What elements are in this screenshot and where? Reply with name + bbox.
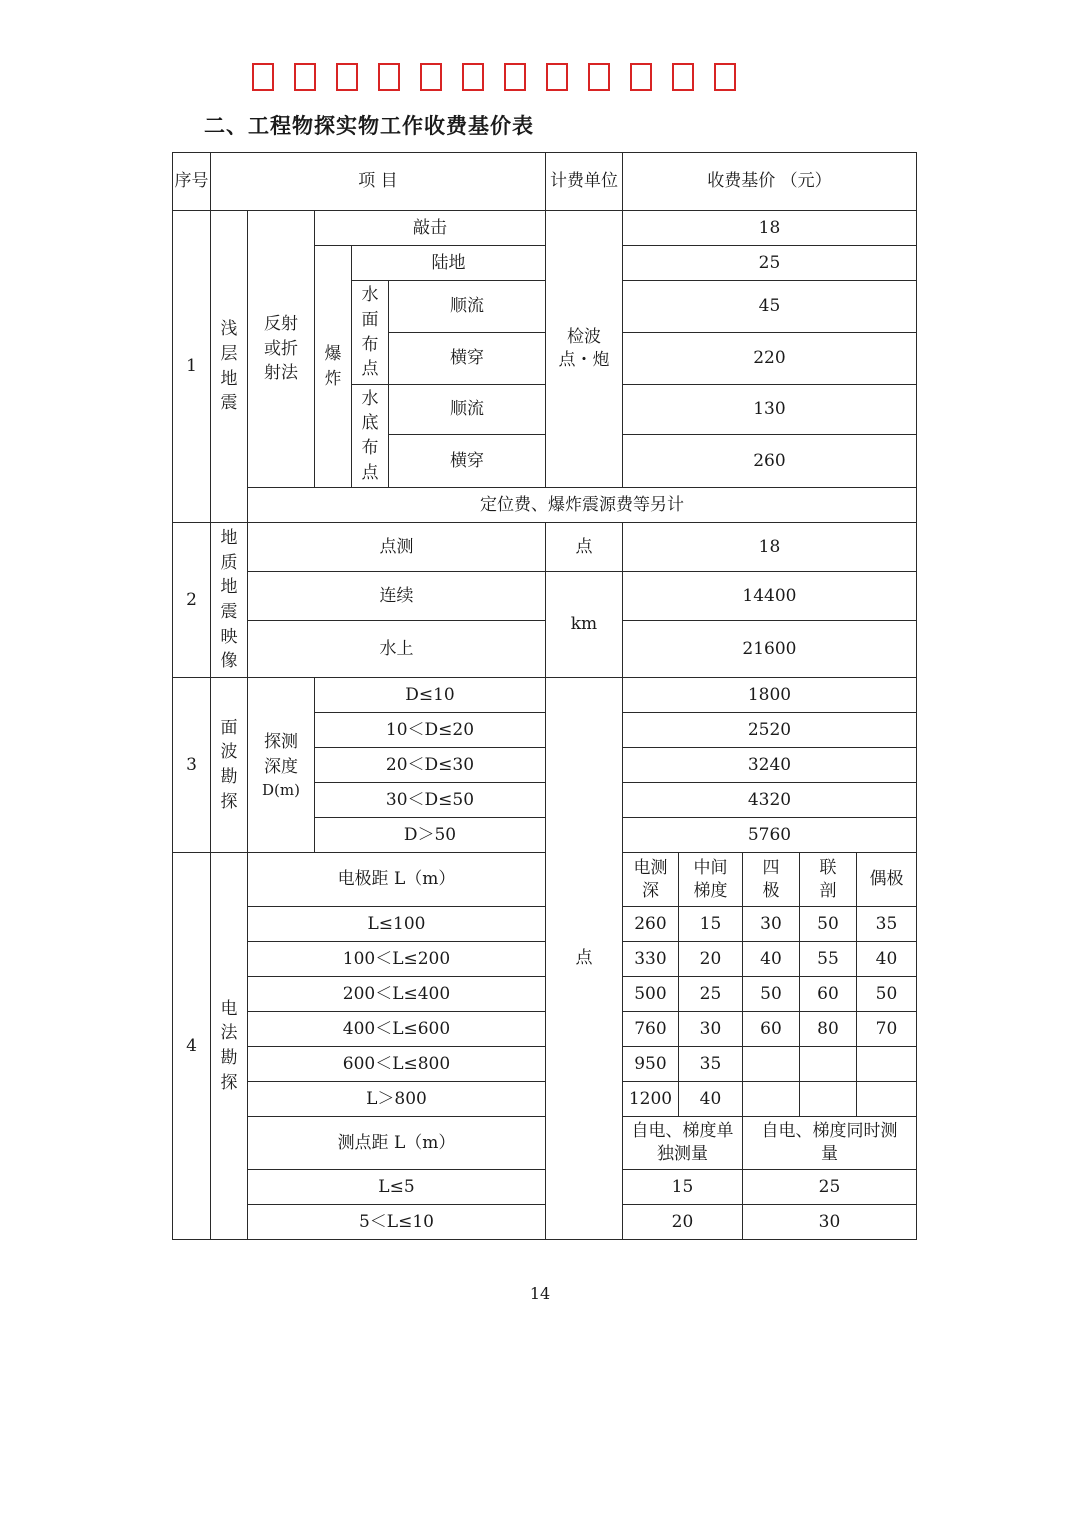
s4-value <box>742 1047 799 1082</box>
s4-value: 40 <box>856 942 916 977</box>
s4-value: 60 <box>742 1012 799 1047</box>
header-box <box>294 63 316 91</box>
s1-bottom-downstream: 顺流 <box>388 385 545 435</box>
header-boxes <box>252 63 736 91</box>
s4-range: 400＜L≤600 <box>248 1012 546 1047</box>
s3-price: 1800 <box>622 678 916 713</box>
s1-surface-cross-price: 220 <box>622 333 916 385</box>
s1-surface-down-price: 45 <box>622 281 916 333</box>
s3-depth-cell <box>248 678 315 853</box>
s2-label-continuous: 连续 <box>248 572 546 621</box>
s4-value <box>856 1047 916 1082</box>
header-box <box>714 63 736 91</box>
header-box <box>336 63 358 91</box>
s2-unit-km: km <box>545 572 622 678</box>
s1-land-price: 25 <box>622 246 916 281</box>
s1-blast: 爆炸 <box>314 246 351 488</box>
s4-value: 20 <box>678 942 742 977</box>
s3-price: 5760 <box>622 818 916 853</box>
s2-price-continuous: 14400 <box>622 572 916 621</box>
s4-value: 50 <box>742 977 799 1012</box>
s2-label-water: 水上 <box>248 621 546 678</box>
s4-value <box>856 1082 916 1117</box>
s4-value: 55 <box>799 942 856 977</box>
s1-name: 浅层地震 <box>211 211 248 523</box>
s4-value: 30 <box>742 907 799 942</box>
s3-price: 4320 <box>622 783 916 818</box>
s4-value: 260 <box>622 907 678 942</box>
s4-value: 760 <box>622 1012 678 1047</box>
s4-range: 100＜L≤200 <box>248 942 546 977</box>
s4-value <box>799 1082 856 1117</box>
s3-range: D≤10 <box>314 678 545 713</box>
header-box <box>504 63 526 91</box>
s2-no: 2 <box>173 523 211 678</box>
s4-value: 60 <box>799 977 856 1012</box>
s4-col-header: 联剖 <box>799 853 856 907</box>
s4-electrode-header: 电极距 L（m） <box>248 853 546 907</box>
s4-value: 500 <box>622 977 678 1012</box>
s1-note: 定位费、爆炸震源费等另计 <box>248 488 917 523</box>
s1-knock: 敲击 <box>314 211 545 246</box>
s4-value: 35 <box>678 1047 742 1082</box>
s3-depth-unit: D(m) <box>262 780 300 799</box>
s4-value: 70 <box>856 1012 916 1047</box>
s4-col-header: 四极 <box>742 853 799 907</box>
s4-point-range: 5＜L≤10 <box>248 1205 546 1240</box>
page-title: 二、工程物探实物工作收费基价表 <box>204 114 534 138</box>
s4-name: 电法勘探 <box>211 853 248 1240</box>
s4-value <box>799 1047 856 1082</box>
s3-name: 面波勘探 <box>211 678 248 853</box>
s34-unit: 点 <box>545 678 622 1240</box>
s4-point-col-header: 自电、梯度同时测量 <box>742 1117 916 1170</box>
s4-range: L≤100 <box>248 907 546 942</box>
s1-knock-price: 18 <box>622 211 916 246</box>
s4-point-header: 测点距 L（m） <box>248 1117 546 1170</box>
header-price: 收费基价 （元） <box>622 153 916 211</box>
s4-value: 25 <box>678 977 742 1012</box>
header-seq: 序号 <box>173 153 211 211</box>
s1-bottom: 水底布点 <box>351 385 388 488</box>
s4-range: 600＜L≤800 <box>248 1047 546 1082</box>
s2-price-water: 21600 <box>622 621 916 678</box>
s4-range: 200＜L≤400 <box>248 977 546 1012</box>
s2-price-point: 18 <box>622 523 916 572</box>
s4-point-col-header: 自电、梯度单独测量 <box>622 1117 742 1170</box>
header-item: 项 目 <box>211 153 546 211</box>
s4-value: 30 <box>678 1012 742 1047</box>
s4-col-header: 电测深 <box>622 853 678 907</box>
s4-col-header: 中间梯度 <box>678 853 742 907</box>
s3-range: 20＜D≤30 <box>314 748 545 783</box>
s3-price: 3240 <box>622 748 916 783</box>
header-box <box>546 63 568 91</box>
s4-value: 15 <box>678 907 742 942</box>
header-box <box>630 63 652 91</box>
s4-value: 50 <box>856 977 916 1012</box>
s4-col-header: 偶极 <box>856 853 916 907</box>
s4-value: 330 <box>622 942 678 977</box>
header-box <box>462 63 484 91</box>
header-box <box>588 63 610 91</box>
s4-point-value: 20 <box>622 1205 742 1240</box>
s4-value: 40 <box>678 1082 742 1117</box>
s1-method: 反射或折射法 <box>248 211 315 488</box>
header-box <box>420 63 442 91</box>
s2-unit-point: 点 <box>545 523 622 572</box>
s4-value: 40 <box>742 942 799 977</box>
s1-no: 1 <box>173 211 211 523</box>
fee-table <box>172 152 917 1240</box>
s2-label-point: 点测 <box>248 523 546 572</box>
s1-surface-cross: 横穿 <box>388 333 545 385</box>
s3-depth-label: 探测深度 <box>263 732 298 777</box>
s1-surface: 水面布点 <box>351 281 388 385</box>
s2-name: 地质地震映像 <box>211 523 248 678</box>
s1-bottom-cross-price: 260 <box>622 435 916 488</box>
s1-land: 陆地 <box>351 246 545 281</box>
s3-no: 3 <box>173 678 211 853</box>
s1-bottom-cross: 横穿 <box>388 435 545 488</box>
s4-range: L＞800 <box>248 1082 546 1117</box>
s4-no: 4 <box>173 853 211 1240</box>
s1-surface-downstream: 顺流 <box>388 281 545 333</box>
header-unit: 计费单位 <box>545 153 622 211</box>
s4-point-value: 25 <box>742 1170 916 1205</box>
s4-point-range: L≤5 <box>248 1170 546 1205</box>
s4-value: 1200 <box>622 1082 678 1117</box>
s1-bottom-down-price: 130 <box>622 385 916 435</box>
page-number: 14 <box>529 1284 551 1303</box>
s3-range: 30＜D≤50 <box>314 783 545 818</box>
s4-point-value: 30 <box>742 1205 916 1240</box>
s4-value: 35 <box>856 907 916 942</box>
s1-unit: 检波点・炮 <box>545 211 622 488</box>
s4-value <box>742 1082 799 1117</box>
header-box <box>378 63 400 91</box>
s4-value: 80 <box>799 1012 856 1047</box>
s4-value: 50 <box>799 907 856 942</box>
header-box <box>672 63 694 91</box>
header-box <box>252 63 274 91</box>
s3-range: D＞50 <box>314 818 545 853</box>
s3-price: 2520 <box>622 713 916 748</box>
s4-value: 950 <box>622 1047 678 1082</box>
s3-range: 10＜D≤20 <box>314 713 545 748</box>
s4-point-value: 15 <box>622 1170 742 1205</box>
